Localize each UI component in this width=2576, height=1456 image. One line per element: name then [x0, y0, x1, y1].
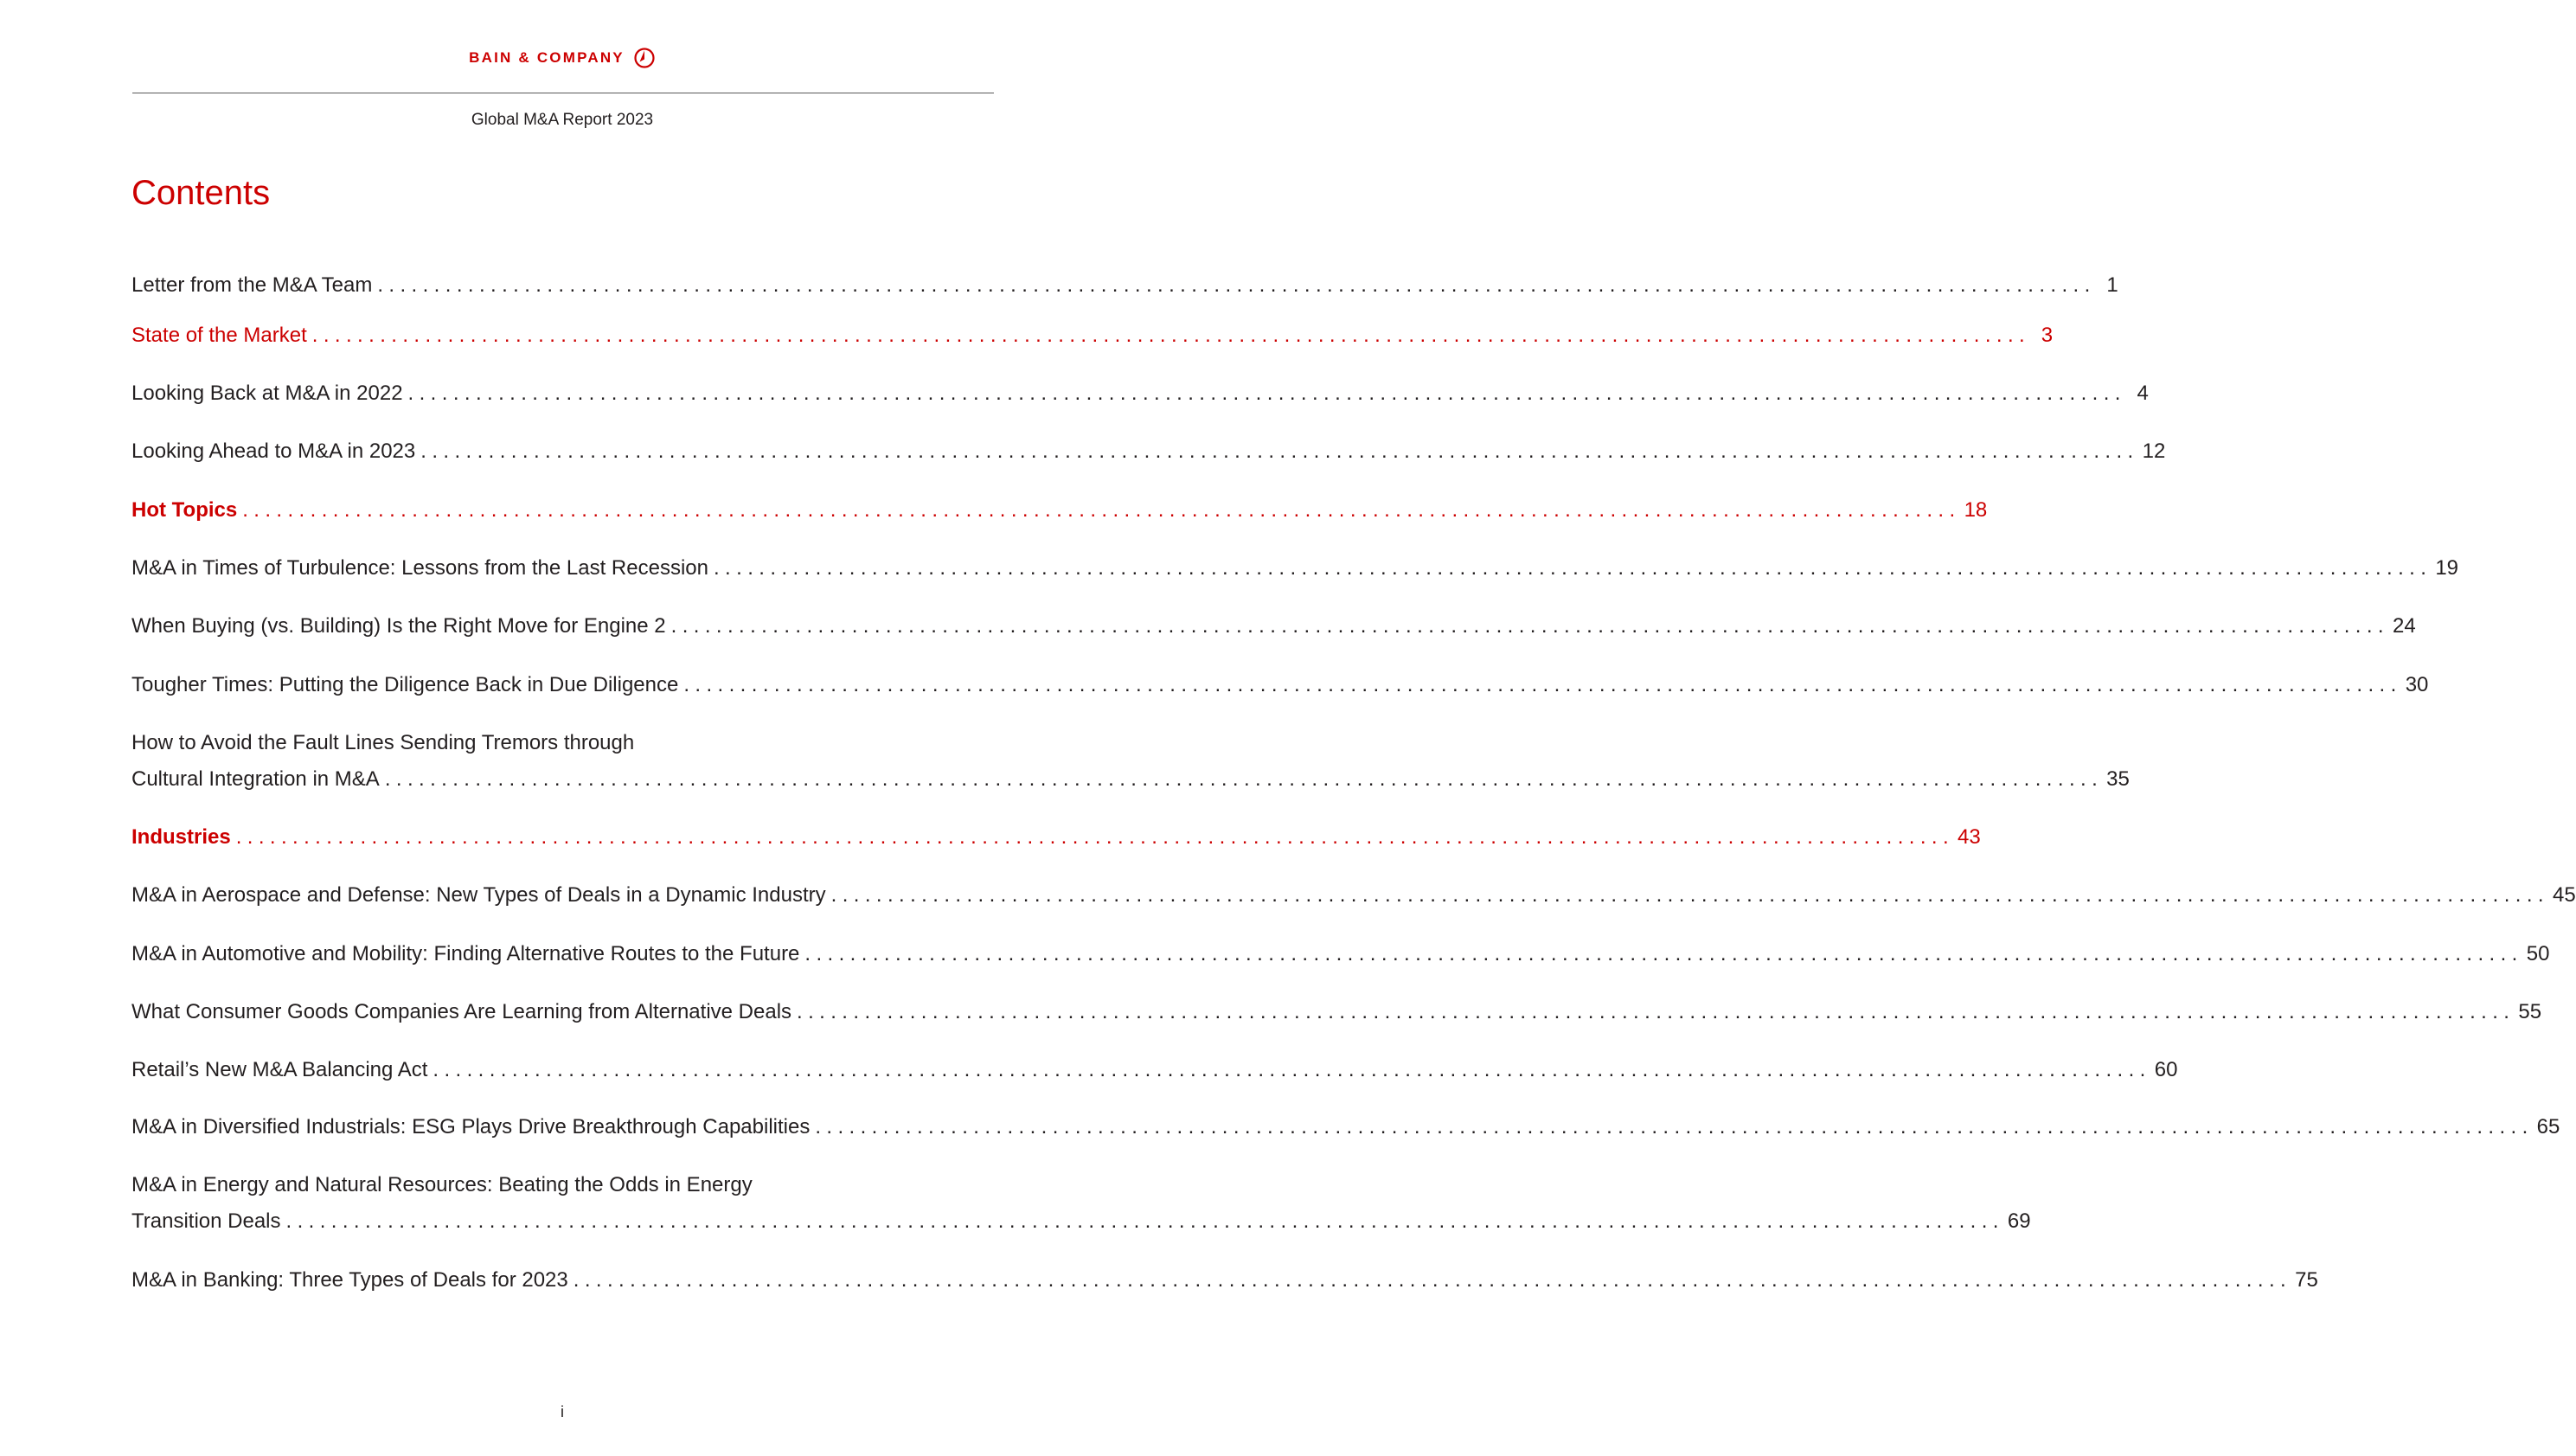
toc-leader-dots: ........................................................................................................................................................	[235, 825, 1955, 849]
toc-entry-page: 30	[2405, 673, 2429, 696]
toc-leader-dots: ........................................................................................................................................................	[285, 1209, 2004, 1233]
toc-entry-letter[interactable]	[131, 267, 2118, 304]
toc-entry-page: 65	[2536, 1115, 2560, 1139]
toc-entry-energy[interactable]	[131, 1167, 2031, 1240]
toc-leader-dots: ........................................................................................................................................................	[815, 1115, 2534, 1139]
toc-entry-title: M&A in Times of Turbulence: Lessons from the Last Recession	[131, 556, 708, 580]
toc-entry-automotive[interactable]	[131, 936, 2550, 972]
toc-entry-title: What Consumer Goods Companies Are Learning from Alternative Deals	[131, 1000, 792, 1023]
contents-heading: Contents	[131, 174, 271, 212]
toc-entry-page: 43	[1958, 825, 1981, 849]
toc-entry-page: 18	[1964, 498, 1988, 522]
toc-entry-engine-2[interactable]	[131, 608, 2416, 645]
toc-entry-retail[interactable]	[131, 1052, 2178, 1088]
toc-entry-title: Tougher Times: Putting the Diligence Back in Due Diligence	[131, 673, 679, 696]
toc-entry-title: Retail’s New M&A Balancing Act	[131, 1058, 428, 1081]
brand-wordmark: BAIN & COMPANY	[469, 49, 625, 66]
toc-entry-consumer-goods[interactable]	[131, 994, 2542, 1030]
toc-entry-page: 19	[2435, 556, 2459, 580]
toc-leader-dots: ........................................................................................................................................................	[713, 556, 2432, 580]
toc-entry-title: Letter from the M&A Team	[131, 273, 373, 297]
toc-leader-dots: ........................................................................................................................................................	[433, 1058, 2151, 1081]
toc-entry-page: 4	[2137, 382, 2149, 405]
toc-entry-looking-ahead[interactable]	[131, 433, 2166, 470]
toc-leader-dots: ........................................................................................................................................................	[311, 324, 2031, 347]
toc-entry-due-diligence[interactable]	[131, 667, 2429, 703]
toc-leader-dots: ........................................................................................................................................................	[420, 439, 2139, 463]
compass-logo-icon	[633, 47, 656, 69]
toc-entry-page: 45	[2552, 883, 2576, 907]
toc-entry-page: 35	[2106, 767, 2130, 791]
toc-entry-page: 55	[2518, 1000, 2542, 1023]
toc-leader-dots: ........................................................................................................................................................	[683, 673, 2402, 696]
toc-entry-page: 69	[2007, 1209, 2031, 1233]
toc-entry-cultural-integration[interactable]	[131, 725, 2130, 798]
toc-entry-title: Industries	[131, 825, 231, 849]
toc-leader-dots: ........................................................................................................................................................	[797, 1000, 2515, 1023]
toc-entry-state-of-market[interactable]	[131, 317, 2054, 354]
toc-leader-dots: ........................................................................................................................................................	[573, 1268, 2292, 1292]
toc-entry-title: When Buying (vs. Building) Is the Right Move for Engine 2	[131, 614, 666, 638]
toc-entry-page: 12	[2142, 439, 2166, 463]
toc-entry-page: 75	[2295, 1268, 2318, 1292]
toc-entry-page: 3	[2041, 324, 2054, 347]
toc-leader-dots: ........................................................................................................................................................	[242, 498, 1961, 522]
toc-entry-title: Hot Topics	[131, 498, 238, 522]
toc-entry-title: Transition Deals	[131, 1209, 281, 1233]
toc-entry-page: 50	[2526, 942, 2550, 965]
toc-entry-page: 1	[2106, 273, 2118, 297]
toc-entry-title-line1: How to Avoid the Fault Lines Sending Tremors through	[131, 731, 635, 754]
toc-entry-page: 24	[2392, 614, 2416, 638]
toc-leader-dots: ........................................................................................................................................................	[830, 883, 2549, 907]
toc-entry-title: State of the Market	[131, 324, 307, 347]
toc-leader-dots: ........................................................................................................................................................	[804, 942, 2523, 965]
toc-leader-dots: ........................................................................................................................................................	[377, 273, 2096, 297]
toc-entry-title: M&A in Aerospace and Defense: New Types of Deals in a Dynamic Industry	[131, 883, 826, 907]
toc-leader-dots: ........................................................................................................................................................	[407, 382, 2126, 405]
toc-entry-title: M&A in Banking: Three Types of Deals for 2023	[131, 1268, 568, 1292]
report-title: Global M&A Report 2023	[471, 111, 654, 129]
toc-entry-title: Looking Ahead to M&A in 2023	[131, 439, 416, 463]
toc-entry-page: 60	[2154, 1058, 2178, 1081]
toc-entry-title: Cultural Integration in M&A	[131, 767, 380, 791]
toc-entry-title: M&A in Automotive and Mobility: Finding Alternative Routes to the Future	[131, 942, 800, 965]
toc-entry-turbulence[interactable]	[131, 550, 2459, 587]
toc-leader-dots: ........................................................................................................................................................	[384, 767, 2104, 791]
toc-entry-diversified-industrials[interactable]	[131, 1109, 2560, 1145]
toc-entry-title: Looking Back at M&A in 2022	[131, 382, 403, 405]
toc-leader-dots: ........................................................................................................................................................	[670, 614, 2389, 638]
toc-entry-industries[interactable]	[131, 819, 1981, 856]
toc-entry-title: M&A in Diversified Industrials: ESG Plays Drive Breakthrough Capabilities	[131, 1115, 811, 1139]
toc-entry-looking-back[interactable]	[131, 375, 2149, 412]
toc-entry-title-line1: M&A in Energy and Natural Resources: Beating the Odds in Energy	[131, 1173, 753, 1196]
toc-entry-aerospace[interactable]	[131, 877, 2576, 914]
brand-header	[0, 47, 1125, 69]
toc-entry-banking[interactable]	[131, 1262, 2318, 1299]
toc-entry-hot-topics[interactable]	[131, 492, 1988, 529]
page-number: i	[561, 1403, 564, 1421]
